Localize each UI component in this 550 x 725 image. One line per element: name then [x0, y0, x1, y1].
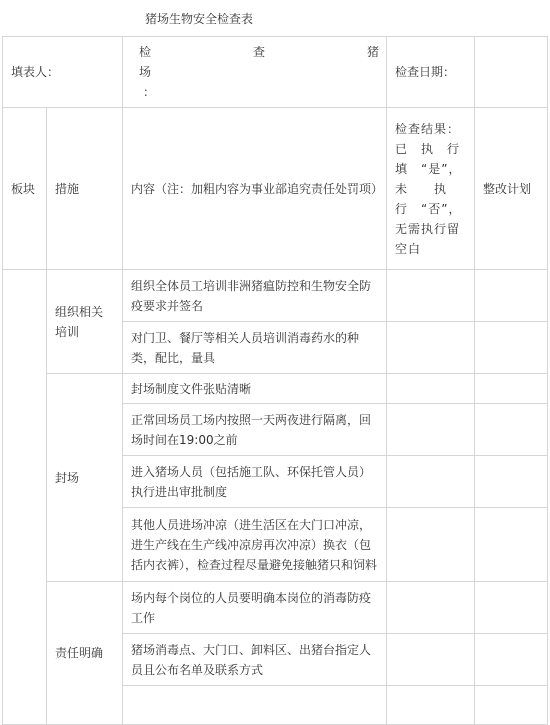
plan-cell[interactable]	[475, 634, 548, 686]
plan-cell[interactable]	[475, 508, 548, 582]
page-title: 猪场生物安全检查表	[145, 12, 254, 26]
content-cell: 对门卫、餐厅等相关人员培训消毒药水的种类，配比，量具	[123, 322, 387, 374]
plan-cell[interactable]	[475, 456, 548, 508]
table-row	[3, 374, 548, 404]
plan-cell[interactable]	[475, 322, 548, 374]
measure-cell: 组织相关培训	[47, 270, 123, 374]
table-row	[3, 270, 548, 322]
content-cell: 其他人员进场冲凉（进生活区在大门口冲凉，进生产线在生产线冲凉房再次冲凉）换衣（包括内衣裤），检查过程尽量避免接触猪只和饲料	[123, 508, 387, 582]
result-cell[interactable]	[387, 508, 475, 582]
check-date-value-cell[interactable]	[475, 37, 548, 108]
content-cell	[123, 686, 387, 725]
table-row	[3, 582, 548, 634]
result-cell[interactable]	[387, 456, 475, 508]
result-cell[interactable]	[387, 270, 475, 322]
filler-label-cell	[3, 37, 123, 108]
measure-cell: 责任明确	[47, 582, 123, 725]
checker-colon: ：	[143, 85, 156, 99]
check-date-label-cell	[387, 37, 475, 108]
checker-char-2: 查	[253, 45, 266, 59]
content-cell: 场内每个岗位的人员要明确本岗位的消毒防疫工作	[123, 582, 387, 634]
result-cell[interactable]	[387, 374, 475, 404]
content-cell: 组织全体员工培训非洲猪瘟防控和生物安全防疫要求并签名	[123, 270, 387, 322]
plan-cell[interactable]	[475, 404, 548, 456]
biosecurity-checklist-table	[2, 36, 548, 725]
column-header-row	[3, 108, 548, 270]
result-cell[interactable]	[387, 404, 475, 456]
measure-header: 措施	[47, 108, 123, 270]
plan-cell[interactable]	[475, 686, 548, 725]
content-cell: 正常回场员工场内按照一天两夜进行隔离，回场时间在19:00之前	[123, 404, 387, 456]
checker-label-cell	[123, 37, 387, 108]
plan-cell[interactable]	[475, 270, 548, 322]
content-header: 内容（注：加粗内容为事业部追究责任处罚项）	[123, 108, 387, 270]
checker-char-4: 场	[139, 65, 152, 79]
checker-char-3: 猪	[366, 45, 379, 59]
plan-cell[interactable]	[475, 374, 548, 404]
measure-cell: 封场	[47, 374, 123, 582]
checker-char-1: 检	[139, 45, 152, 59]
content-cell: 进入猪场人员（包括施工队、环保托管人员）执行进出审批制度	[123, 456, 387, 508]
filler-label: 填表人：	[11, 65, 60, 79]
plan-header: 整改计划	[475, 108, 548, 270]
result-cell[interactable]	[387, 634, 475, 686]
section-header: 板块	[3, 108, 47, 270]
result-cell[interactable]	[387, 582, 475, 634]
result-cell[interactable]	[387, 322, 475, 374]
content-cell: 封场制度文件张贴清晰	[123, 374, 387, 404]
plan-cell[interactable]	[475, 582, 548, 634]
content-cell: 猪场消毒点、大门口、卸料区、出猪台指定人员且公布名单及联系方式	[123, 634, 387, 686]
result-cell[interactable]	[387, 686, 475, 725]
header-row	[3, 37, 548, 108]
section-cell	[3, 270, 47, 725]
check-date-label: 检查日期：	[395, 65, 456, 79]
result-header: 检查结果： 已 执 行 填 “是”， 未 执 行 “否”， 无需执行留 空白	[387, 108, 475, 270]
